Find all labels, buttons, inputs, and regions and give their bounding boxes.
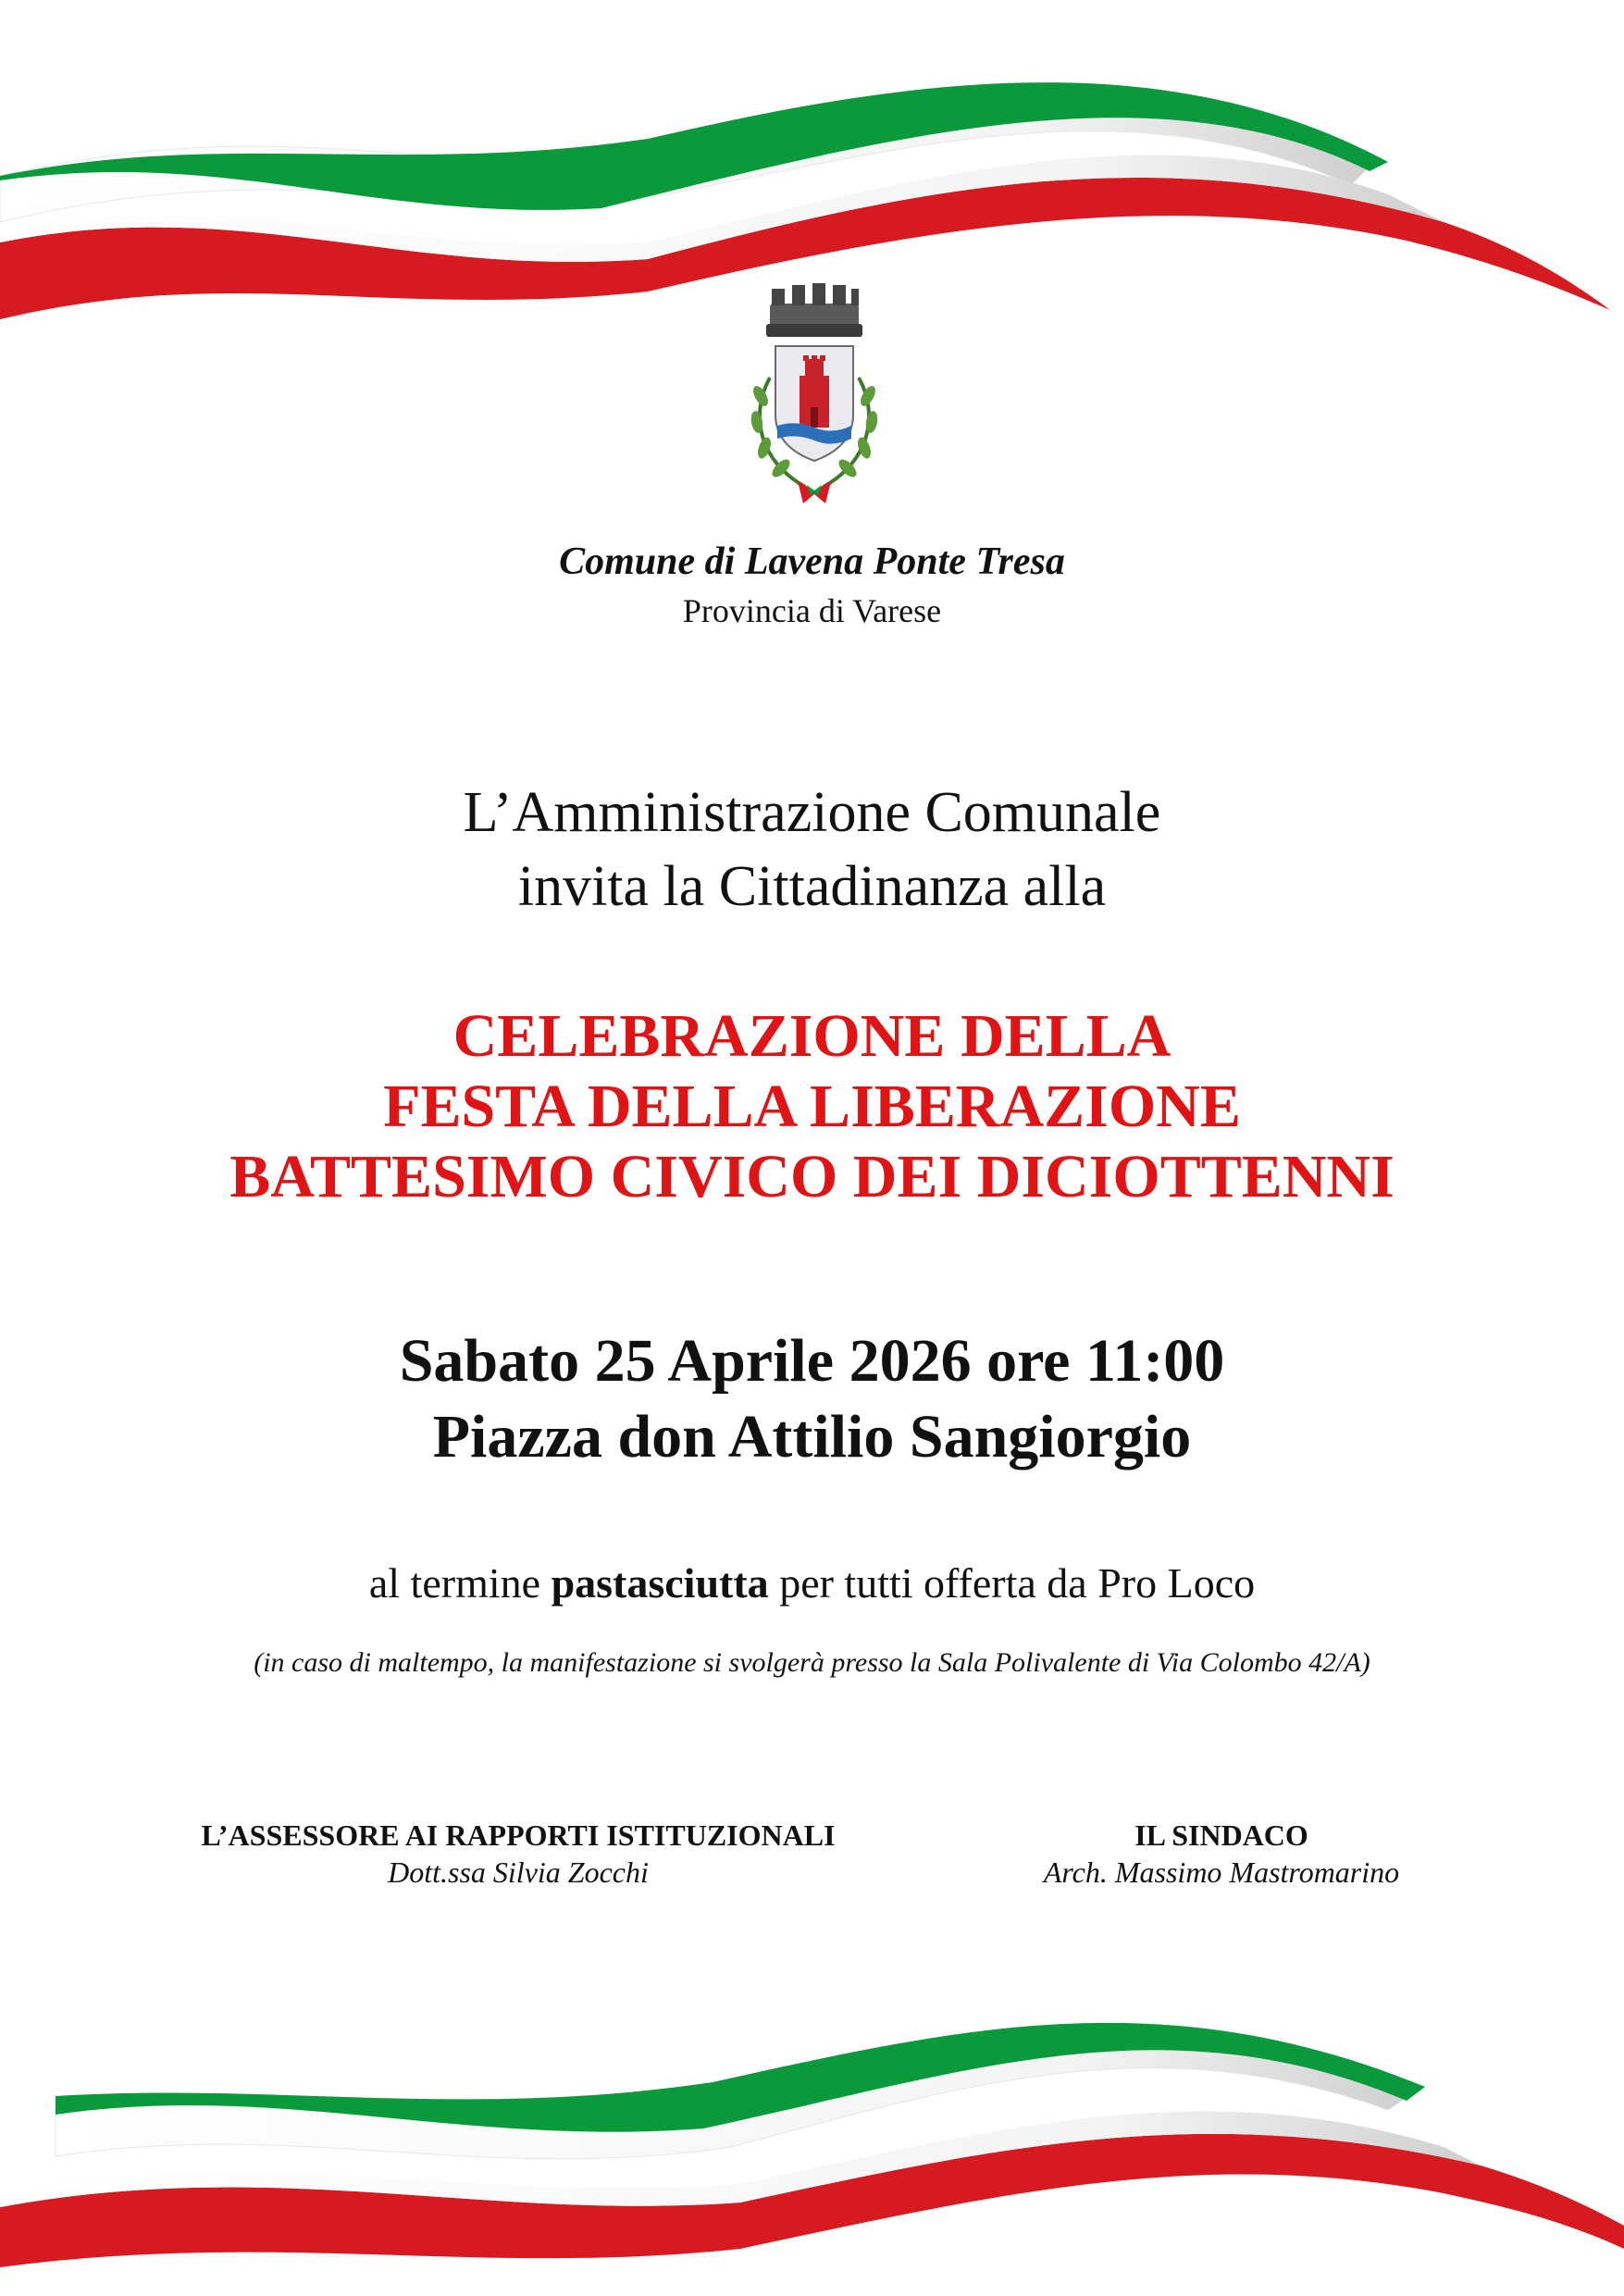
intro-line-1: L’Amministrazione Comunale	[463, 781, 1161, 844]
title-line-2: FESTA DELLA LIBERAZIONE	[383, 1073, 1241, 1140]
intro-line-2: invita la Cittadinanza alla	[517, 855, 1107, 918]
coat-of-arms-emblem	[722, 276, 907, 507]
event-datetime: Sabato 25 Aprile 2026 ore 11:00	[399, 1327, 1225, 1395]
signature-right-name: Arch. Massimo Mastromarino	[1043, 1855, 1400, 1889]
signature-left	[139, 1817, 898, 1891]
after-highlight: pastasciutta	[551, 1559, 769, 1607]
signature-left-role: L’ASSESSORE AI RAPPORTI ISTITUZIONALI	[201, 1818, 836, 1852]
title-line-3: BATTESIMO CIVICO DEI DICIOTTENNI	[229, 1143, 1395, 1210]
event-details	[0, 1323, 1624, 1475]
after-event-text	[0, 1558, 1624, 1609]
signature-right-role: IL SINDACO	[1134, 1818, 1308, 1852]
signature-left-name: Dott.ssa Silvia Zocchi	[388, 1855, 649, 1889]
municipality-name: Comune di Lavena Ponte Tresa	[559, 540, 1065, 583]
event-place: Piazza don Attilio Sangiorgio	[432, 1403, 1192, 1471]
invitation-intro	[0, 776, 1624, 924]
title-line-1: CELEBRAZIONE DELLA	[452, 1002, 1172, 1070]
bottom-flag-ribbon	[0, 1971, 1624, 2296]
signature-right	[925, 1817, 1518, 1891]
after-suffix: per tutti offerta da Pro Loco	[768, 1559, 1256, 1607]
event-title	[0, 1001, 1624, 1212]
after-prefix: al termine	[368, 1559, 552, 1607]
province-name: Provincia di Varese	[682, 592, 942, 629]
weather-note: (in caso di maltempo, la manifestazione si svolgerà presso la Sala Polivalente di Via Colombo 42/A)	[254, 1647, 1370, 1678]
